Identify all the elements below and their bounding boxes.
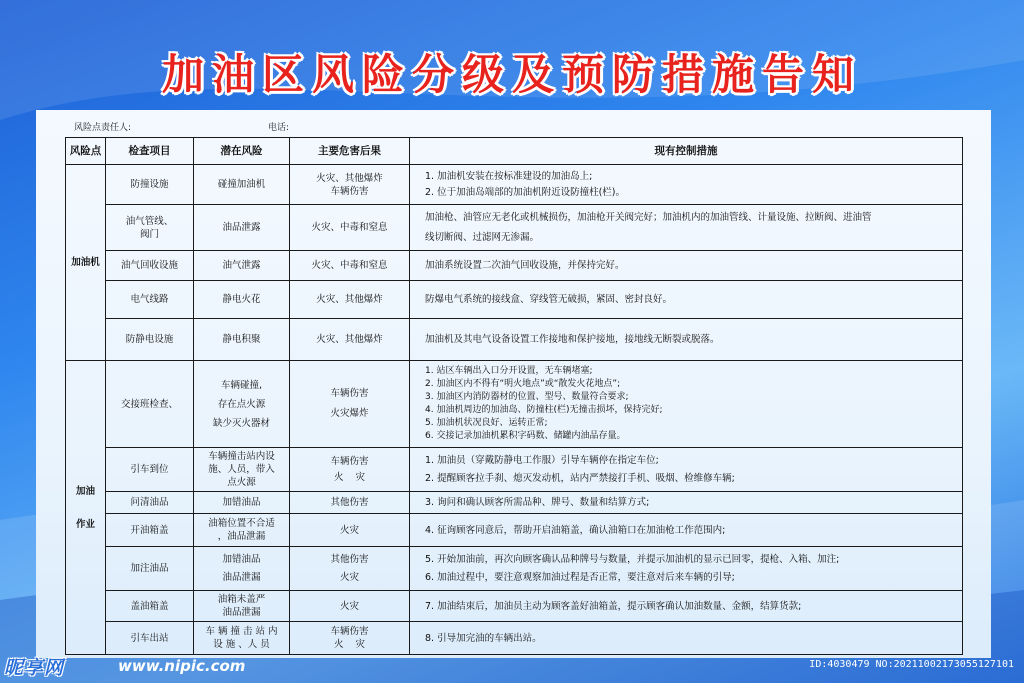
potential-risk: 油箱位置不合适 ，油品泄漏: [194, 514, 290, 547]
main-harm: 车辆伤害 火 灾: [290, 622, 410, 655]
page-title: 加油区风险分级及预防措施告知: [161, 50, 862, 99]
table-row: [66, 281, 963, 319]
table-row: [66, 205, 963, 251]
header-item: 检查项目: [106, 138, 194, 165]
check-item: 加注油品: [106, 547, 194, 591]
potential-risk: 车 辆 撞 击 站 内 设 施 、人 员: [194, 622, 290, 655]
table-row: [66, 591, 963, 622]
header-harm: 主要危害后果: [290, 138, 410, 165]
check-item: 盖油箱盖: [106, 591, 194, 622]
control-measure: 8. 引导加完油的车辆出站。: [410, 622, 963, 655]
phone-label: 电话:: [268, 123, 290, 133]
table-row: [66, 492, 963, 514]
potential-risk: 车辆碰撞, 存在点火源 缺少灭火器材: [194, 361, 290, 448]
control-measure: 防爆电气系统的接线盒、穿线管无破损，紧固、密封良好。: [410, 281, 963, 319]
main-harm: 车辆伤害 火 灾: [290, 448, 410, 492]
main-harm: 火灾、其他爆炸: [290, 281, 410, 319]
risk-point-dispenser: 加油机: [66, 165, 106, 361]
main-harm: 火灾、其他爆炸: [290, 319, 410, 361]
control-measure: 加油机及其电气设备设置工作接地和保护接地，接地线无断裂或脱落。: [410, 319, 963, 361]
control-measure: 1. 加油员（穿戴防静电工作服）引导车辆停在指定车位; 2. 提醒顾客拉手刹、熄灭发动机，站内严禁接打手机、吸烟、检维修车辆;: [410, 448, 963, 492]
control-measure: 1. 站区车辆出入口分开设置，无车辆堵塞; 2. 加油区内不得有“明火地点”或“散发火花地点”; 3. 加油区内消防器材的位置、型号、数量符合要求; 4. 加油机周边的加油岛、防撞柱(栏)无撞击损坏，保持完好; 5. 加油机状况良好、运转正常; 6. 交接记录加油机累积字码数、储罐内油品存量。: [410, 361, 963, 448]
table-row: [66, 514, 963, 547]
check-item: 防撞设施: [106, 165, 194, 205]
table-row: [66, 361, 963, 448]
main-harm: 火灾、中毒和窒息: [290, 251, 410, 281]
main-harm: 火灾: [290, 591, 410, 622]
table-row: [66, 251, 963, 281]
risk-point-refueling: 加油 作业: [66, 361, 106, 655]
potential-risk: 加错油品 油品泄漏: [194, 547, 290, 591]
potential-risk: 车辆撞击站内设 施、人员，带入 点火源: [194, 448, 290, 492]
table-row: [66, 622, 963, 655]
control-measure: 加油枪、油管应无老化或机械损伤，加油枪开关阀完好；加油机内的加油管线、计量设施、拉断阀、进油管 线切断阀、过滤网无渗漏。: [410, 205, 963, 251]
control-measure: 1. 加油机安装在按标准建设的加油岛上; 2. 位于加油岛端部的加油机附近设防撞柱(栏)。: [410, 165, 963, 205]
main-harm: 其他伤害 火灾: [290, 547, 410, 591]
header-point: 风险点: [66, 138, 106, 165]
table-header-row: [66, 138, 963, 165]
main-harm: 火灾: [290, 514, 410, 547]
check-item: 交接班检查、: [106, 361, 194, 448]
potential-risk: 油品泄露: [194, 205, 290, 251]
potential-risk: 油气泄露: [194, 251, 290, 281]
check-item: 电气线路: [106, 281, 194, 319]
header-measure: 现有控制措施: [410, 138, 963, 165]
potential-risk: 静电积聚: [194, 319, 290, 361]
control-measure: 7. 加油结束后，加油员主动为顾客盖好油箱盖，提示顾客确认加油数量、金额，结算货款;: [410, 591, 963, 622]
risk-table: [65, 137, 963, 655]
main-harm: 其他伤害: [290, 492, 410, 514]
header-risk: 潜在风险: [194, 138, 290, 165]
check-item: 问清油品: [106, 492, 194, 514]
responsible-label: 风险点责任人:: [74, 123, 132, 133]
control-measure: 加油系统设置二次油气回收设施，并保持完好。: [410, 251, 963, 281]
table-row: [66, 547, 963, 591]
check-item: 防静电设施: [106, 319, 194, 361]
main-harm: 火灾、其他爆炸 车辆伤害: [290, 165, 410, 205]
potential-risk: 加错油品: [194, 492, 290, 514]
watermark-url: www.nipic.com: [118, 657, 246, 675]
control-measure: 4. 征询顾客同意后，帮助开启油箱盖，确认油箱口在加油枪工作范围内;: [410, 514, 963, 547]
check-item: 油气回收设施: [106, 251, 194, 281]
watermark-logo: 昵享网: [4, 657, 65, 679]
check-item: 油气管线、 阀门: [106, 205, 194, 251]
potential-risk: 静电火花: [194, 281, 290, 319]
check-item: 引车到位: [106, 448, 194, 492]
table-row: [66, 319, 963, 361]
main-harm: 车辆伤害 火灾爆炸: [290, 361, 410, 448]
table-row: [66, 448, 963, 492]
notice-panel: [36, 110, 991, 658]
main-harm: 火灾、中毒和窒息: [290, 205, 410, 251]
potential-risk: 碰撞加油机: [194, 165, 290, 205]
control-measure: 5. 开始加油前，再次向顾客确认品种牌号与数量，并提示加油机的显示已回零，提枪、入箱、加注; 6. 加油过程中，要注意观察加油过程是否正常，要注意对后来车辆的引导;: [410, 547, 963, 591]
table-row: [66, 165, 963, 205]
check-item: 开油箱盖: [106, 514, 194, 547]
control-measure: 3. 询问和确认顾客所需品种、牌号、数量和结算方式;: [410, 492, 963, 514]
watermark-id: ID:4030479 NO:20211002173055127101: [809, 659, 1014, 670]
potential-risk: 油箱未盖严 油品泄漏: [194, 591, 290, 622]
check-item: 引车出站: [106, 622, 194, 655]
